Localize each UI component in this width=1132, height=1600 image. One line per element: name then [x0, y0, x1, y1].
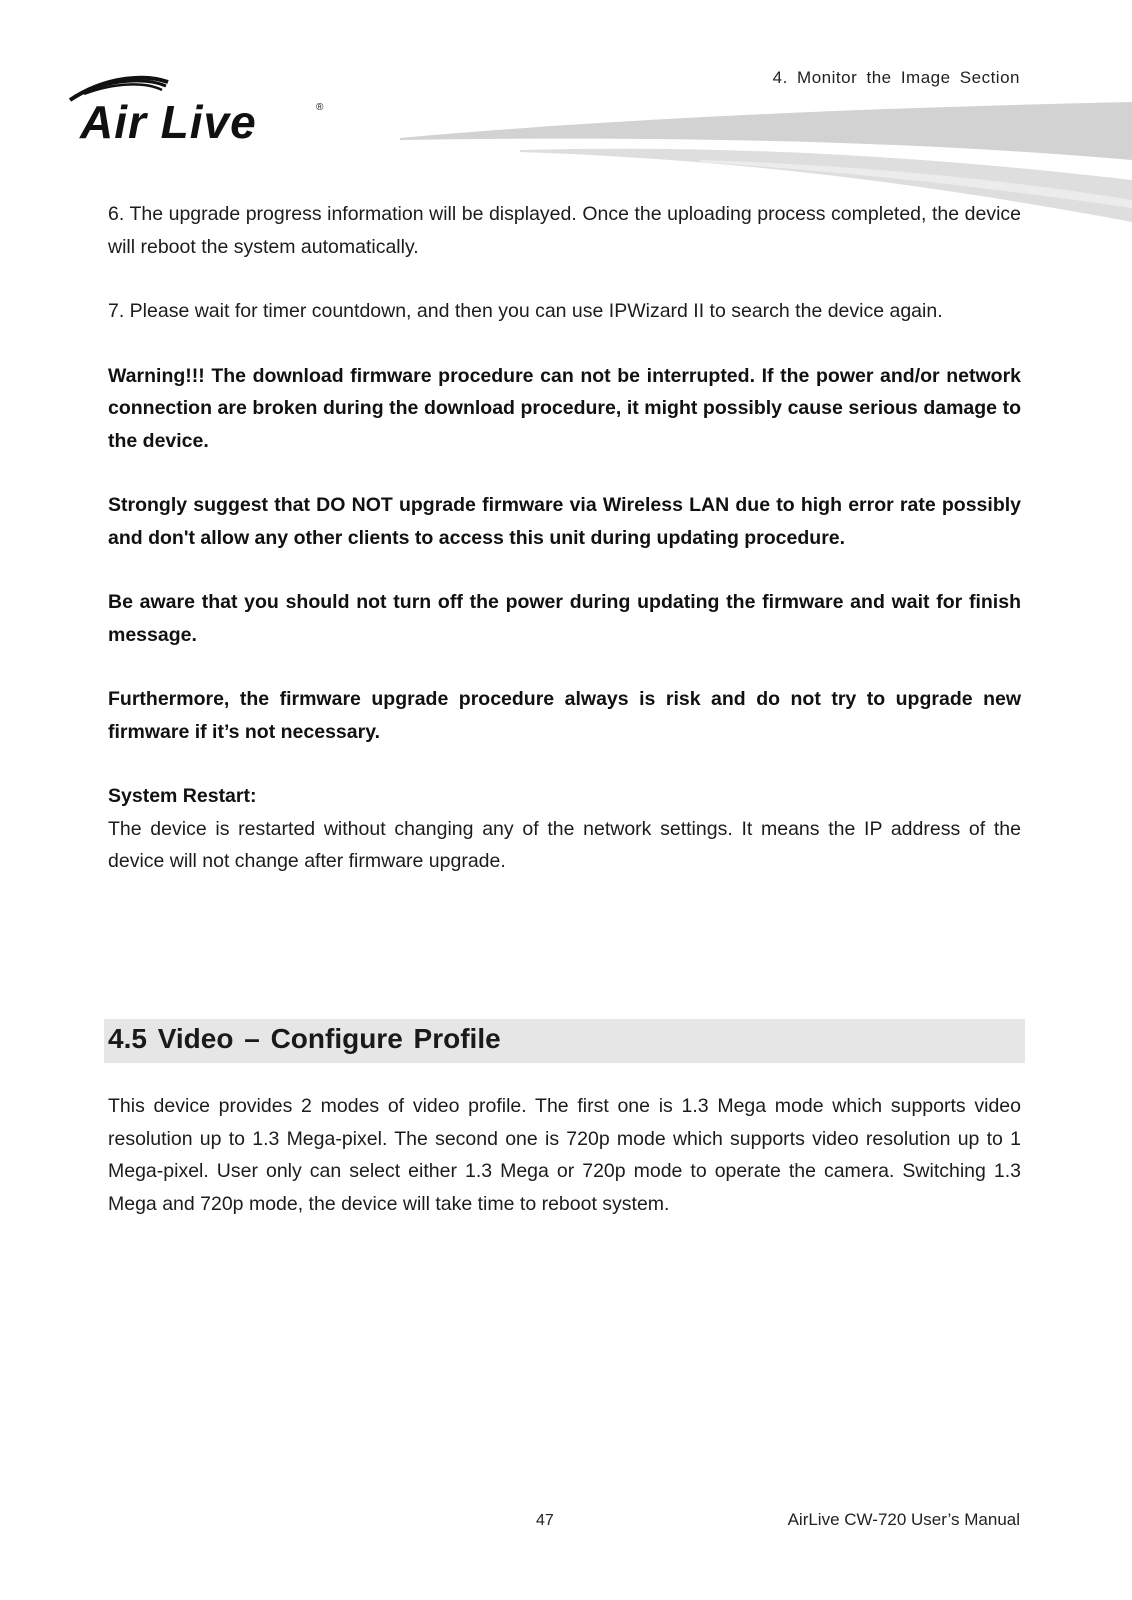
suggestion-paragraph: Strongly suggest that DO NOT upgrade firmware via Wireless LAN due to high error rate possibly and don't allow any other clients to access this unit during updating procedure.	[108, 494, 1021, 549]
power-warning-paragraph: Be aware that you should not turn off the power during updating the firmware and wait for finish message.	[108, 591, 1021, 646]
section-heading-bar	[104, 1019, 1025, 1063]
svg-text:Air Live: Air Live	[80, 96, 257, 148]
manual-title: AirLive CW-720 User’s Manual	[787, 1510, 1020, 1529]
paragraph-step-7: 7. Please wait for timer countdown, and then you can use IPWizard II to search the device again.	[108, 300, 943, 322]
svg-text:®: ®	[316, 102, 324, 113]
warning-paragraph: Warning!!! The download firmware procedure can not be interrupted. If the power and/or network connection are broken during the download procedure, it might possibly cause serious damage to the device.	[108, 364, 1021, 452]
section-reference: 4. Monitor the Image Section	[772, 68, 1020, 87]
main-content	[108, 198, 1021, 878]
airlive-logo	[66, 70, 336, 150]
system-restart-text: The device is restarted without changing any of the network settings. It means the IP address of the device will not change after firmware upgrade.	[108, 817, 1021, 872]
risk-paragraph: Furthermore, the firmware upgrade procedure always is risk and do not try to upgrade new firmware if it’s not necessary.	[108, 688, 1021, 743]
video-profile-paragraph: This device provides 2 modes of video profile. The first one is 1.3 Mega mode which supports video resolution up to 1.3 Mega-pixel. The second one is 720p mode which supports video resolution up to 1 Mega-pixel. User only can select either 1.3 Mega or 720p mode to operate the camera. Switching 1.3 Mega and 720p mode, the device will take time to reboot system.	[108, 1095, 1021, 1215]
page-number: 47	[536, 1512, 554, 1529]
section-content	[108, 1090, 1021, 1220]
system-restart-title: System Restart:	[108, 785, 257, 807]
section-heading: 4.5 Video – Configure Profile	[108, 1023, 501, 1054]
paragraph-step-6: 6. The upgrade progress information will be displayed. Once the uploading process completed, the device will reboot the system automatically.	[108, 203, 1021, 258]
